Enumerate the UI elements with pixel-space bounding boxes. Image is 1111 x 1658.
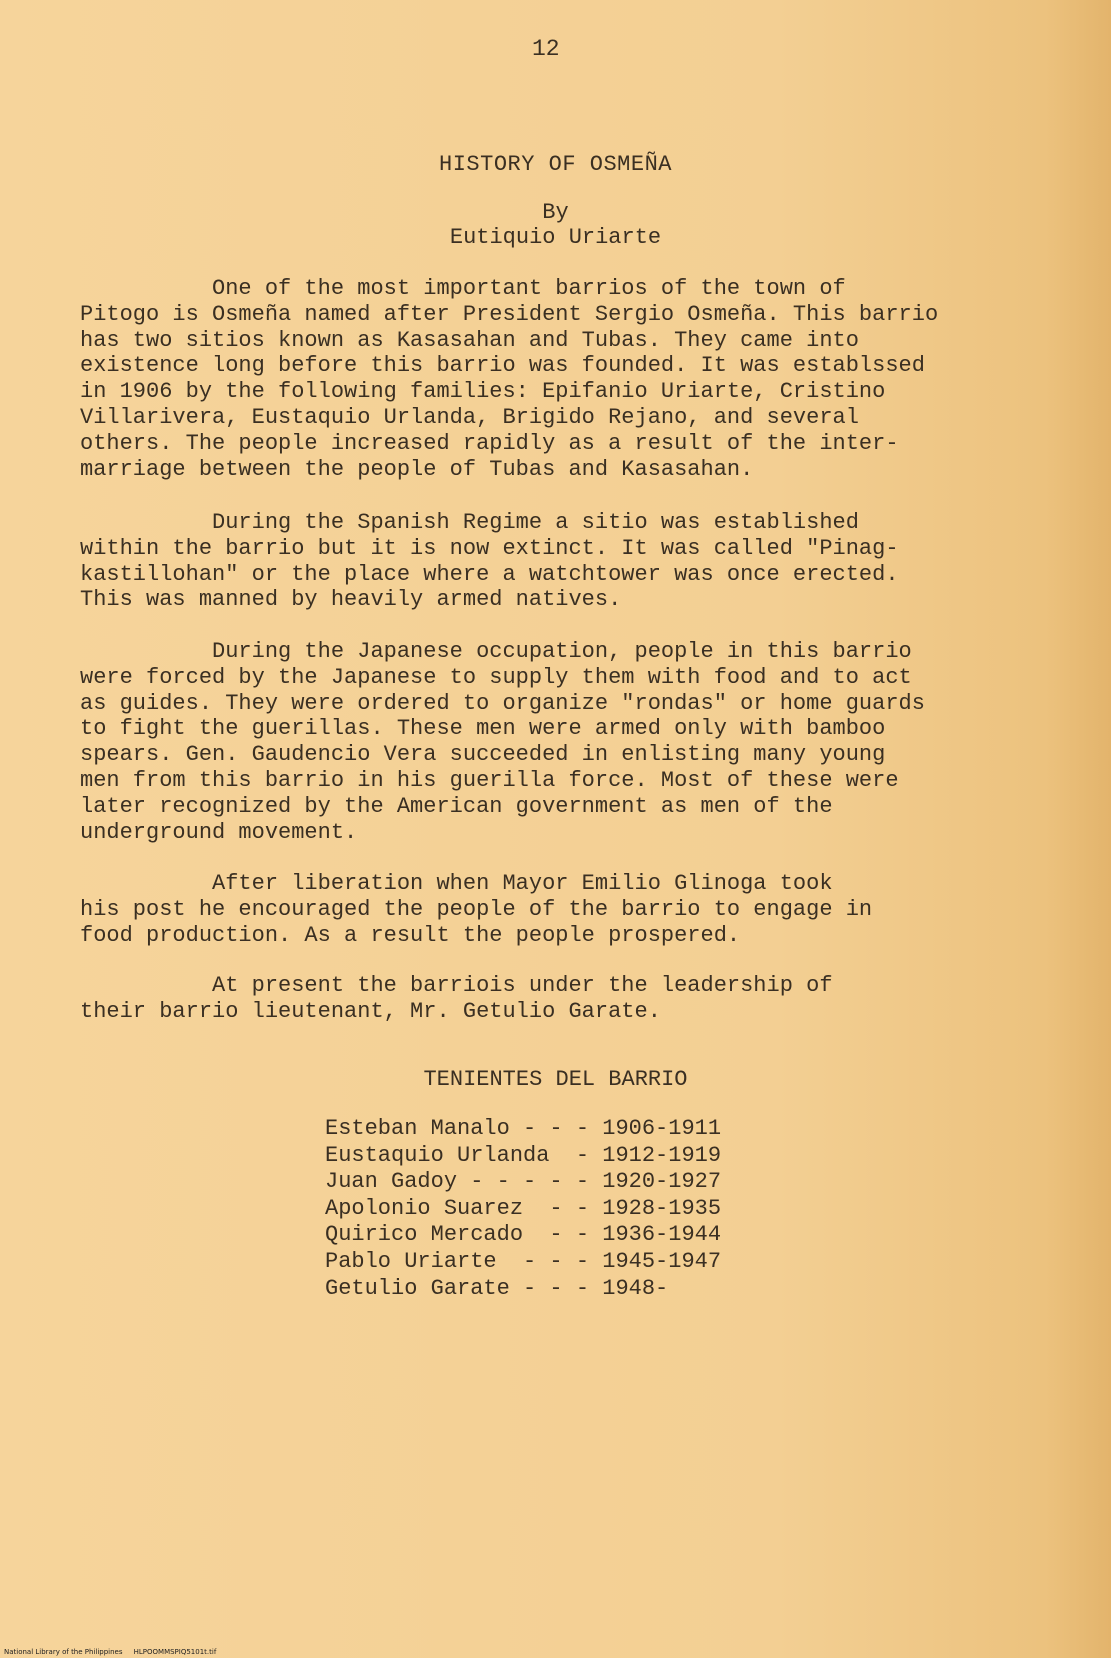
paragraph-origin: One of the most important barrios of the town of Pitogo is Osmeña named after President Sergio Osmeña. This barrio has two sitios known as Kasasahan and Tubas. They came into existence long before this barrio was founded. It was establssed in 1906 by the following families: Epifanio Uriarte, Cristino Villarivera, Eustaquio Urlanda, Brigido Rejano, and several others. The people increased rapidly as a result of the inter- marriage between the people of Tubas and Kasasahan. [80,276,939,482]
archive-footer: National Library of the Philippines HLPOOMMSPIQ5101t.tif [4,1648,217,1656]
page-number: 12 [532,36,560,62]
tenientes-list [325,1116,721,1302]
teniente-entry: Esteban Manalo - - - 1906-1911 [325,1116,722,1141]
teniente-entry: Juan Gadoy - - - - - 1920-1927 [325,1169,722,1195]
teniente-entry: Getulio Garate - - - 1948- [325,1275,669,1301]
byline: By [542,200,569,225]
author-name: Eutiquio Uriarte [449,225,662,250]
paragraph-spanish-regime: During the Spanish Regime a sitio was established within the barrio but it is now extinct. It was called "Pinag- kastillohan" or the place where a watchtower was once erected. This was manned by heavily armed natives. [80,510,899,613]
tenientes-title: TENIENTES DEL BARRIO [423,1067,688,1092]
paragraph-liberation: After liberation when Mayor Emilio Glinoga took his post he encouraged the people of the barrio to engage in food production. As a result the people prospered. [80,871,873,948]
document-title: HISTORY OF OSMEÑA [439,152,672,177]
paragraph-japanese-occupation: During the Japanese occupation, people in this barrio were forced by the Japanese to supply them with food and to act as guides. They were ordered to organize "rondas" or home guards to fight the guerillas. These men were armed only with bamboo spears. Gen. Gaudencio Vera succeeded in enlisting many young men from this barrio in his guerilla force. Most of these were later recognized by the American government as men of the underground movement. [80,639,925,845]
teniente-entry: Quirico Mercado - - 1936-1944 [325,1222,722,1248]
paragraph-present: At present the barriois under the leadership of their barrio lieutenant, Mr. Getulio Garate. [80,973,833,1024]
teniente-entry: Eustaquio Urlanda - 1912-1919 [325,1142,722,1168]
teniente-entry: Apolonio Suarez - - 1928-1935 [325,1195,722,1221]
teniente-entry: Pablo Uriarte - - - 1945-1947 [325,1248,722,1274]
